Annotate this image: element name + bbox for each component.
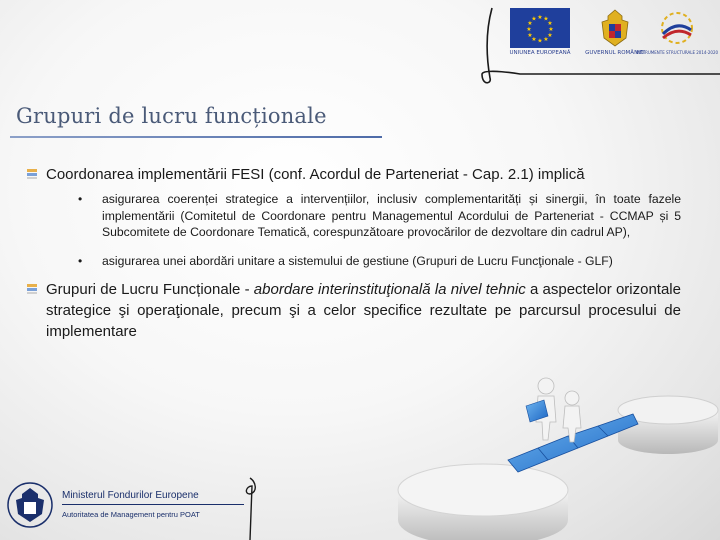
bullet-icon	[26, 168, 38, 180]
coat-of-arms-icon	[600, 8, 630, 48]
svg-text:★: ★	[548, 26, 554, 33]
ministry-crest-icon	[6, 476, 54, 534]
government-caption: GUVERNUL ROMÂNIEI	[585, 50, 645, 56]
puzzle-teamwork-illustration	[368, 340, 720, 540]
bullet-lead: Grupuri de Lucru Funcționale -	[46, 281, 254, 298]
eu-caption: UNIUNEA EUROPEANĂ	[509, 50, 571, 56]
bullet-tail: a aspectelor orizontale strategice şi operaţionale, precum şi a celor specifice rezultate pe parcursul procesului de implementare	[46, 281, 681, 340]
sub-item	[46, 253, 681, 270]
bullet-italic: abordare interinstituţională la nivel tehnic	[253, 281, 526, 298]
instrumente-caption: INSTRUMENTE STRUCTURALE 2014-2020	[635, 50, 719, 55]
title-underline	[10, 136, 382, 138]
dot-icon: •	[78, 253, 83, 268]
page-title: Grupuri de lucru funcționale	[16, 104, 327, 128]
eu-logo	[508, 8, 572, 70]
svg-text:★: ★	[537, 37, 543, 45]
svg-text:★: ★	[543, 15, 549, 23]
sub-item-text: asigurarea coerenței strategice a intervențiilor, inclusiv complementarități și sinergii, în toate fazele implementării (Comitetul de Coordonare pentru Managementul Acordului de Parteneriat - CCMAP și 5 Subcomitete de Coordonare Tematică, corespunzătoare provocărilor de dezvoltare din cadrul AP),	[102, 192, 681, 239]
sub-item-text: asigurarea unei abordări unitare a sistemului de gestiune (Grupuri de Lucru Funcţionale - GLF)	[102, 253, 613, 268]
svg-text:★: ★	[527, 20, 533, 27]
svg-text:★: ★	[531, 15, 537, 23]
sub-item	[46, 191, 681, 241]
bullet-item-working-groups	[26, 279, 681, 342]
svg-text:★: ★	[547, 32, 553, 39]
footer-divider	[62, 504, 244, 505]
ministry-name: Ministerul Fondurilor Europene	[62, 490, 199, 501]
instrumente-structurale-logo	[635, 8, 719, 70]
svg-text:★: ★	[537, 14, 543, 21]
slide-content	[26, 164, 681, 342]
dot-icon: •	[78, 192, 83, 206]
bullet-text	[46, 279, 681, 342]
stars-circle-icon	[651, 8, 703, 48]
government-logo	[585, 8, 645, 70]
bullet-item-coordination	[26, 164, 681, 269]
svg-text:★: ★	[526, 26, 532, 33]
authority-name: Autoritatea de Management pentru POAT	[62, 510, 200, 519]
eu-flag-icon	[510, 8, 570, 48]
svg-text:★: ★	[543, 36, 549, 43]
sub-list	[46, 191, 681, 269]
svg-text:★: ★	[531, 36, 537, 43]
bullet-text: Coordonarea implementării FESI (conf. Acordul de Parteneriat - Cap. 2.1) implică	[46, 166, 585, 183]
svg-text:★: ★	[547, 20, 553, 27]
bullet-icon	[26, 283, 38, 295]
svg-text:★: ★	[527, 32, 533, 39]
footer	[0, 470, 260, 540]
